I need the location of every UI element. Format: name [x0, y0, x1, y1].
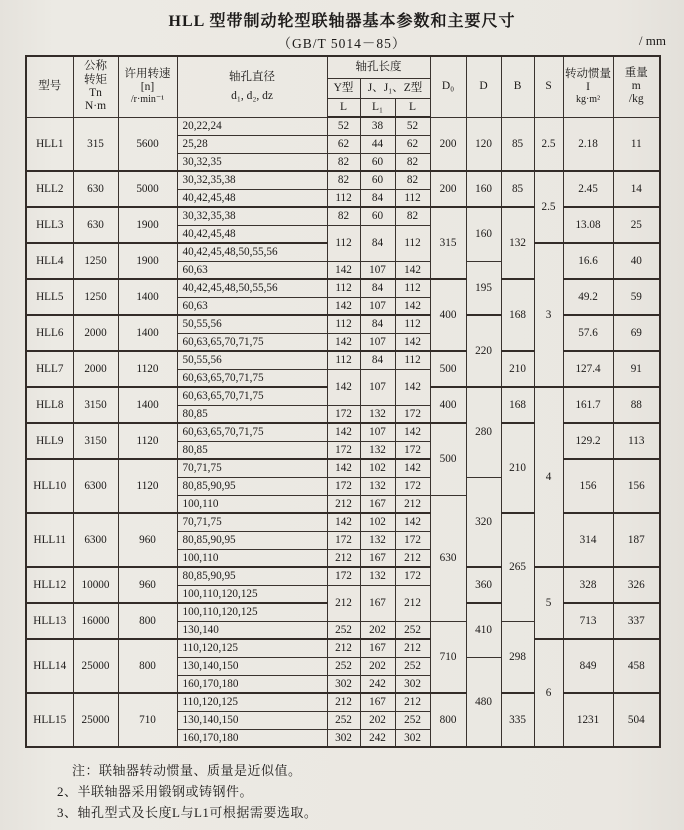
cell-length-y: 142	[327, 297, 360, 315]
cell-d0: 710	[430, 621, 466, 693]
col-header-s: S	[534, 56, 563, 117]
cell-model: HLL7	[26, 351, 73, 387]
cell-length-j1: 84	[360, 279, 395, 297]
cell-length-y: 112	[327, 225, 360, 261]
cell-b: 168	[501, 279, 534, 351]
cell-length-y: 142	[327, 333, 360, 351]
cell-length-j1: 202	[360, 711, 395, 729]
cell-length-j1: 107	[360, 297, 395, 315]
cell-bore-diameters: 40,42,45,48	[177, 225, 327, 243]
cell-bore-diameters: 160,170,180	[177, 675, 327, 693]
cell-length-y: 112	[327, 315, 360, 333]
cell-length-y: 112	[327, 351, 360, 369]
cell-bore-diameters: 60,63,65,70,71,75	[177, 387, 327, 405]
cell-d: 120	[466, 117, 501, 171]
cell-speed: 960	[118, 513, 177, 567]
cell-length-y: 62	[327, 135, 360, 153]
col-header-d: D	[466, 56, 501, 117]
cell-length-z: 62	[395, 135, 430, 153]
cell-length-j1: 167	[360, 639, 395, 657]
cell-torque: 25000	[73, 639, 118, 693]
cell-length-y: 172	[327, 567, 360, 585]
cell-bore-diameters: 25,28	[177, 135, 327, 153]
cell-inertia: 49.2	[563, 279, 613, 315]
cell-length-j1: 102	[360, 513, 395, 531]
cell-s: 3	[534, 243, 563, 387]
cell-bore-diameters: 130,140,150	[177, 711, 327, 729]
cell-bore-diameters: 80,85,90,95	[177, 477, 327, 495]
cell-d0: 500	[430, 423, 466, 495]
cell-weight: 69	[613, 315, 660, 351]
cell-length-y: 142	[327, 459, 360, 477]
cell-length-z: 212	[395, 639, 430, 657]
cell-speed: 1400	[118, 387, 177, 423]
cell-model: HLL15	[26, 693, 73, 747]
cell-torque: 25000	[73, 693, 118, 747]
table-row	[26, 639, 660, 657]
cell-inertia: 849	[563, 639, 613, 693]
cell-weight: 14	[613, 171, 660, 207]
cell-bore-diameters: 60,63	[177, 297, 327, 315]
cell-length-j1: 132	[360, 567, 395, 585]
cell-d: 480	[466, 657, 501, 747]
cell-d: 320	[466, 477, 501, 567]
cell-model: HLL8	[26, 387, 73, 423]
cell-length-z: 172	[395, 567, 430, 585]
cell-length-j1: 107	[360, 423, 395, 441]
cell-speed: 800	[118, 639, 177, 693]
cell-speed: 1120	[118, 459, 177, 513]
cell-bore-diameters: 60,63,65,70,71,75	[177, 423, 327, 441]
cell-d0: 315	[430, 207, 466, 279]
footnote-1: 注：联轴器转动惯量、质量是近似值。	[72, 763, 302, 778]
cell-d: 195	[466, 261, 501, 315]
cell-inertia: 328	[563, 567, 613, 603]
cell-weight: 91	[613, 351, 660, 387]
cell-length-y: 212	[327, 549, 360, 567]
cell-d: 160	[466, 171, 501, 207]
cell-length-j1: 167	[360, 495, 395, 513]
cell-length-y: 172	[327, 441, 360, 459]
cell-weight: 504	[613, 693, 660, 747]
cell-length-z: 172	[395, 441, 430, 459]
cell-bore-diameters: 160,170,180	[177, 729, 327, 747]
cell-b: 335	[501, 693, 534, 747]
cell-b: 85	[501, 117, 534, 171]
cell-bore-diameters: 60,63	[177, 261, 327, 279]
cell-bore-diameters: 100,110	[177, 495, 327, 513]
cell-inertia: 1231	[563, 693, 613, 747]
cell-length-j1: 167	[360, 693, 395, 711]
cell-model: HLL5	[26, 279, 73, 315]
cell-bore-diameters: 130,140,150	[177, 657, 327, 675]
cell-length-z: 112	[395, 279, 430, 297]
cell-model: HLL2	[26, 171, 73, 207]
cell-length-y: 212	[327, 693, 360, 711]
cell-torque: 16000	[73, 603, 118, 639]
cell-length-y: 172	[327, 477, 360, 495]
cell-length-z: 252	[395, 657, 430, 675]
cell-torque: 10000	[73, 567, 118, 603]
unit-label: / mm	[638, 33, 666, 48]
cell-length-z: 82	[395, 171, 430, 189]
cell-model: HLL9	[26, 423, 73, 459]
cell-bore-diameters: 60,63,65,70,71,75	[177, 369, 327, 387]
cell-inertia: 314	[563, 513, 613, 567]
cell-b: 168	[501, 387, 534, 423]
cell-length-j1: 202	[360, 621, 395, 639]
cell-d: 360	[466, 567, 501, 603]
cell-length-z: 142	[395, 423, 430, 441]
cell-b: 265	[501, 513, 534, 621]
cell-length-y: 252	[327, 657, 360, 675]
cell-length-j1: 167	[360, 549, 395, 567]
col-header-L1: L₁	[360, 99, 395, 118]
cell-length-j1: 84	[360, 351, 395, 369]
cell-speed: 800	[118, 603, 177, 639]
cell-bore-diameters: 100,110	[177, 549, 327, 567]
cell-length-y: 52	[327, 117, 360, 135]
cell-b: 132	[501, 207, 534, 279]
cell-length-j1: 132	[360, 405, 395, 423]
cell-bore-diameters: 30,32,35,38	[177, 207, 327, 225]
cell-torque: 3150	[73, 387, 118, 423]
cell-length-j1: 102	[360, 459, 395, 477]
cell-length-z: 112	[395, 189, 430, 207]
table-header	[26, 56, 660, 117]
cell-torque: 315	[73, 117, 118, 171]
cell-d0: 800	[430, 693, 466, 747]
cell-speed: 1900	[118, 243, 177, 279]
cell-weight: 59	[613, 279, 660, 315]
cell-torque: 1250	[73, 243, 118, 279]
cell-bore-diameters: 110,120,125	[177, 639, 327, 657]
cell-speed: 1400	[118, 315, 177, 351]
cell-torque: 6300	[73, 513, 118, 567]
document-title: HLL 型带制动轮型联轴器基本参数和主要尺寸	[168, 13, 516, 30]
table-row	[26, 315, 660, 333]
cell-length-j1: 107	[360, 261, 395, 279]
cell-weight: 187	[613, 513, 660, 567]
cell-inertia: 156	[563, 459, 613, 513]
cell-length-z: 82	[395, 207, 430, 225]
cell-b: 85	[501, 171, 534, 207]
cell-speed: 1400	[118, 279, 177, 315]
cell-speed: 5600	[118, 117, 177, 171]
cell-d: 280	[466, 387, 501, 477]
col-header-weight: 重量 m /kg	[613, 56, 660, 117]
col-header-bore: 轴孔直径 d₁, d₂, dz	[177, 56, 327, 117]
cell-length-z: 142	[395, 261, 430, 279]
cell-torque: 6300	[73, 459, 118, 513]
cell-inertia: 2.45	[563, 171, 613, 207]
cell-torque: 3150	[73, 423, 118, 459]
cell-length-z: 142	[395, 459, 430, 477]
cell-length-z: 212	[395, 693, 430, 711]
col-header-torque: 公称 转矩 Tn N·m	[73, 56, 118, 117]
table-row	[26, 351, 660, 369]
cell-length-j1: 84	[360, 189, 395, 207]
cell-length-j1: 167	[360, 585, 395, 621]
cell-model: HLL14	[26, 639, 73, 693]
table-row	[26, 117, 660, 135]
cell-length-z: 142	[395, 297, 430, 315]
parameters-table	[25, 55, 661, 748]
col-header-d0: D₀	[430, 56, 466, 117]
cell-length-z: 172	[395, 477, 430, 495]
cell-length-j1: 242	[360, 675, 395, 693]
cell-bore-diameters: 40,42,45,48,50,55,56	[177, 243, 327, 261]
cell-length-j1: 132	[360, 477, 395, 495]
cell-weight: 25	[613, 207, 660, 243]
cell-bore-diameters: 130,140	[177, 621, 327, 639]
cell-weight: 40	[613, 243, 660, 279]
cell-s: 2.5	[534, 117, 563, 171]
col-header-L-y: L	[327, 99, 360, 118]
cell-bore-diameters: 60,63,65,70,71,75	[177, 333, 327, 351]
cell-bore-diameters: 80,85	[177, 441, 327, 459]
cell-length-j1: 84	[360, 225, 395, 261]
cell-length-z: 252	[395, 711, 430, 729]
cell-inertia: 57.6	[563, 315, 613, 351]
cell-length-j1: 132	[360, 441, 395, 459]
cell-weight: 11	[613, 117, 660, 171]
cell-inertia: 16.6	[563, 243, 613, 279]
cell-length-j1: 132	[360, 531, 395, 549]
table-row	[26, 423, 660, 441]
cell-length-y: 82	[327, 153, 360, 171]
cell-inertia: 713	[563, 603, 613, 639]
cell-length-j1: 107	[360, 369, 395, 405]
cell-weight: 326	[613, 567, 660, 603]
cell-length-y: 212	[327, 495, 360, 513]
cell-weight: 337	[613, 603, 660, 639]
cell-speed: 960	[118, 567, 177, 603]
cell-bore-diameters: 50,55,56	[177, 351, 327, 369]
cell-d: 220	[466, 315, 501, 387]
cell-length-j1: 60	[360, 207, 395, 225]
cell-length-y: 302	[327, 675, 360, 693]
cell-length-j1: 38	[360, 117, 395, 135]
col-header-b: B	[501, 56, 534, 117]
cell-bore-diameters: 40,42,45,48	[177, 189, 327, 207]
cell-length-j1: 60	[360, 171, 395, 189]
cell-length-y: 212	[327, 639, 360, 657]
cell-length-y: 142	[327, 261, 360, 279]
table-row	[26, 171, 660, 189]
cell-bore-diameters: 30,32,35	[177, 153, 327, 171]
cell-length-y: 142	[327, 423, 360, 441]
table-row	[26, 459, 660, 477]
cell-torque: 630	[73, 171, 118, 207]
cell-bore-diameters: 30,32,35,38	[177, 171, 327, 189]
cell-length-z: 112	[395, 225, 430, 261]
cell-inertia: 2.18	[563, 117, 613, 171]
cell-length-j1: 84	[360, 315, 395, 333]
cell-length-z: 172	[395, 405, 430, 423]
cell-length-j1: 202	[360, 657, 395, 675]
cell-d0: 400	[430, 387, 466, 423]
cell-model: HLL12	[26, 567, 73, 603]
cell-length-z: 112	[395, 351, 430, 369]
cell-length-z: 142	[395, 513, 430, 531]
table-body	[26, 117, 660, 747]
col-header-length-group: 轴孔长度	[327, 56, 430, 79]
table-row	[26, 207, 660, 225]
cell-bore-diameters: 80,85,90,95	[177, 531, 327, 549]
cell-d0: 200	[430, 117, 466, 171]
cell-length-z: 252	[395, 621, 430, 639]
cell-length-y: 142	[327, 369, 360, 405]
footnote-3: 3、轴孔型式及长度L与L1可根据需要选取。	[57, 805, 318, 820]
cell-s: 6	[534, 639, 563, 747]
cell-model: HLL10	[26, 459, 73, 513]
cell-bore-diameters: 80,85	[177, 405, 327, 423]
cell-length-y: 212	[327, 585, 360, 621]
cell-torque: 1250	[73, 279, 118, 315]
cell-d0: 400	[430, 279, 466, 351]
cell-model: HLL13	[26, 603, 73, 639]
footnote-2: 2、半联轴器采用锻钢或铸钢件。	[57, 784, 254, 799]
standard-number: （GB/T 5014－85）	[277, 36, 407, 51]
cell-length-j1: 242	[360, 729, 395, 747]
cell-s: 2.5	[534, 171, 563, 243]
cell-length-y: 252	[327, 621, 360, 639]
cell-length-j1: 60	[360, 153, 395, 171]
cell-torque: 2000	[73, 351, 118, 387]
cell-inertia: 13.08	[563, 207, 613, 243]
cell-b: 298	[501, 621, 534, 693]
cell-length-y: 112	[327, 279, 360, 297]
cell-length-z: 212	[395, 585, 430, 621]
cell-bore-diameters: 20,22,24	[177, 117, 327, 135]
cell-length-y: 172	[327, 405, 360, 423]
cell-speed: 1120	[118, 351, 177, 387]
cell-speed: 710	[118, 693, 177, 747]
cell-length-j1: 107	[360, 333, 395, 351]
cell-length-z: 142	[395, 333, 430, 351]
cell-d0: 630	[430, 495, 466, 621]
cell-bore-diameters: 80,85,90,95	[177, 567, 327, 585]
cell-s: 4	[534, 387, 563, 567]
cell-model: HLL1	[26, 117, 73, 171]
cell-model: HLL11	[26, 513, 73, 567]
cell-length-y: 82	[327, 171, 360, 189]
col-header-model: 型号	[26, 56, 73, 117]
cell-bore-diameters: 50,55,56	[177, 315, 327, 333]
cell-bore-diameters: 100,110,120,125	[177, 585, 327, 603]
cell-inertia: 161.7	[563, 387, 613, 423]
cell-d: 160	[466, 207, 501, 261]
cell-speed: 5000	[118, 171, 177, 207]
col-header-y-type: Y型	[327, 79, 360, 99]
cell-length-y: 302	[327, 729, 360, 747]
cell-weight: 113	[613, 423, 660, 459]
footnotes	[0, 760, 684, 823]
cell-length-j1: 44	[360, 135, 395, 153]
cell-torque: 2000	[73, 315, 118, 351]
cell-length-z: 302	[395, 675, 430, 693]
cell-weight: 88	[613, 387, 660, 423]
cell-d0: 500	[430, 351, 466, 387]
col-header-inertia: 转动惯量 I kg·m²	[563, 56, 613, 117]
cell-torque: 630	[73, 207, 118, 243]
cell-bore-diameters: 100,110,120,125	[177, 603, 327, 621]
table-row	[26, 693, 660, 711]
cell-length-y: 142	[327, 513, 360, 531]
cell-length-y: 252	[327, 711, 360, 729]
cell-length-z: 82	[395, 153, 430, 171]
cell-weight: 156	[613, 459, 660, 513]
cell-d0: 200	[430, 171, 466, 207]
cell-length-y: 82	[327, 207, 360, 225]
cell-inertia: 129.2	[563, 423, 613, 459]
cell-b: 210	[501, 351, 534, 387]
cell-length-z: 142	[395, 369, 430, 405]
cell-d: 410	[466, 603, 501, 657]
table-row	[26, 513, 660, 531]
cell-speed: 1120	[118, 423, 177, 459]
cell-length-y: 172	[327, 531, 360, 549]
col-header-jjz-type: J、J₁、Z型	[360, 79, 430, 99]
cell-model: HLL4	[26, 243, 73, 279]
cell-length-z: 302	[395, 729, 430, 747]
cell-length-y: 112	[327, 189, 360, 207]
col-header-speed: 许用转速 [n] /r·min⁻¹	[118, 56, 177, 117]
cell-bore-diameters: 70,71,75	[177, 513, 327, 531]
cell-weight: 458	[613, 639, 660, 693]
cell-bore-diameters: 40,42,45,48,50,55,56	[177, 279, 327, 297]
cell-b: 210	[501, 423, 534, 513]
cell-length-z: 212	[395, 549, 430, 567]
cell-s: 5	[534, 567, 563, 639]
table-row	[26, 279, 660, 297]
cell-model: HLL6	[26, 315, 73, 351]
cell-model: HLL3	[26, 207, 73, 243]
cell-length-z: 112	[395, 315, 430, 333]
cell-inertia: 127.4	[563, 351, 613, 387]
cell-length-z: 172	[395, 531, 430, 549]
table-row	[26, 567, 660, 585]
cell-bore-diameters: 110,120,125	[177, 693, 327, 711]
cell-length-z: 212	[395, 495, 430, 513]
cell-length-z: 52	[395, 117, 430, 135]
cell-speed: 1900	[118, 207, 177, 243]
cell-bore-diameters: 70,71,75	[177, 459, 327, 477]
col-header-L-z: L	[395, 99, 430, 118]
